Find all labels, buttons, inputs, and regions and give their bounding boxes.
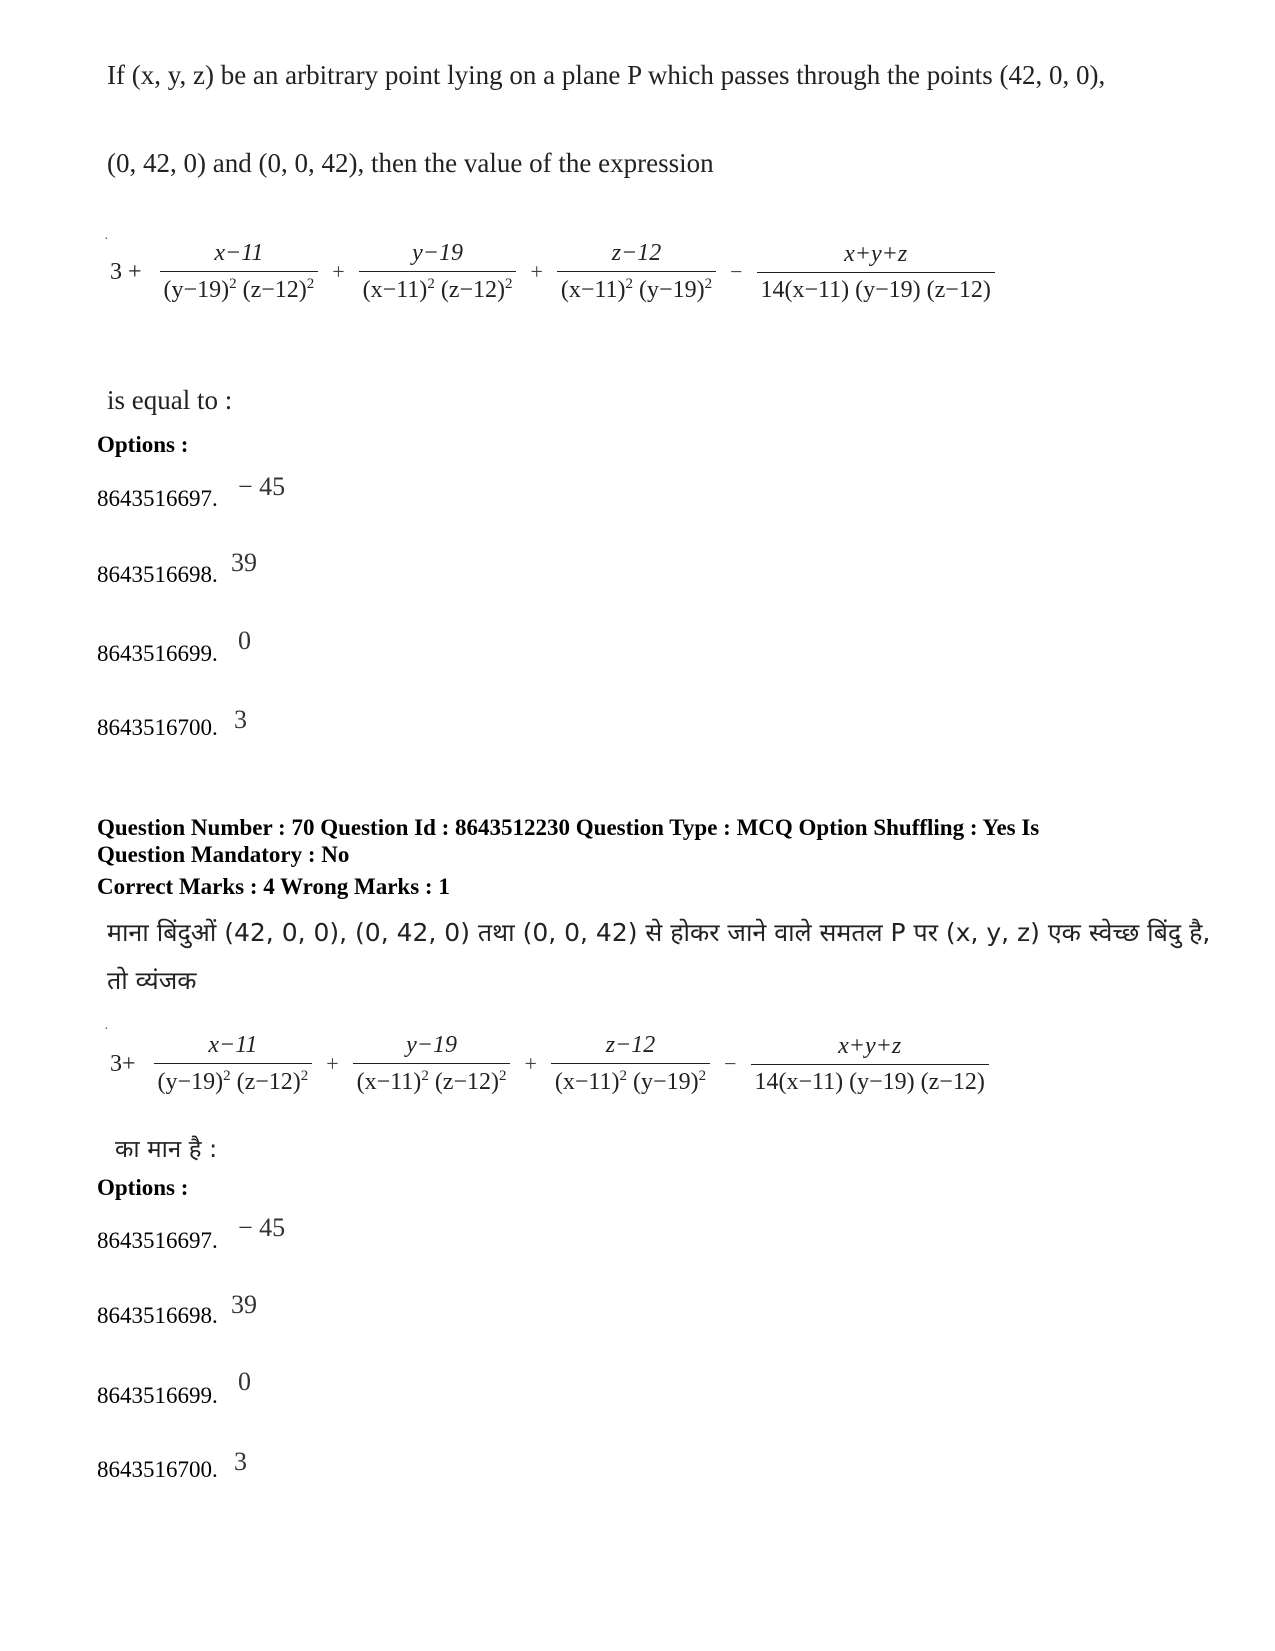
option-id: 8643516700.: [97, 1457, 218, 1482]
plus-sign: +: [326, 1051, 339, 1076]
fraction-4-denominator: 14(x−11) (y−19) (z−12): [757, 272, 995, 304]
question-meta-line-2: Question Mandatory : No: [97, 842, 350, 867]
plus-sign: +: [530, 259, 543, 284]
fraction-4-numerator: x+y+z: [844, 240, 908, 267]
fraction-3-denominator: $(x-11)^2$ $(y-19)^2$: [551, 1063, 710, 1096]
plus-sign: +: [524, 1051, 537, 1076]
fraction-3-numerator: z−12: [611, 240, 662, 266]
fraction-2-numerator: y−19: [412, 240, 463, 266]
fraction-4: [751, 1033, 989, 1096]
hindi-question-ending: का मान है :: [115, 1135, 218, 1163]
minus-sign: −: [724, 1051, 737, 1076]
fraction-3: [557, 240, 716, 304]
option-id: 8643516699.: [97, 1383, 218, 1408]
question-meta-line-1: Question Number : 70 Question Id : 8643512230 Question Type : MCQ Option Shuffling : Yes Is: [97, 815, 1040, 840]
hindi-question-text-line-2: तो व्यंजक: [107, 966, 197, 995]
option-value: 39: [231, 1290, 257, 1319]
bullet-dot: ·: [104, 1022, 109, 1037]
fraction-1-numerator: x−11: [208, 1032, 258, 1058]
option-id: 8643516697.: [97, 486, 218, 511]
fraction-4: [757, 241, 995, 304]
fraction-2-denominator: $(x-11)^2$ $(z-12)^2$: [359, 271, 517, 304]
expression-lead: 3+: [110, 1050, 136, 1077]
option-value: − 45: [238, 1213, 286, 1242]
fraction-1-denominator: $(y-19)^2$ $(z-12)^2$: [160, 271, 319, 304]
question-ending: is equal to :: [107, 385, 233, 415]
option-id: 8643516697.: [97, 1228, 218, 1253]
option-id: 8643516698.: [97, 562, 218, 587]
fraction-2: [353, 1032, 511, 1096]
fraction-1: [160, 240, 319, 304]
option-value: 0: [238, 626, 251, 655]
expression: [110, 240, 1003, 304]
options-label: Options :: [97, 432, 189, 457]
fraction-2-denominator: $(x-11)^2$ $(z-12)^2$: [353, 1063, 511, 1096]
expression-lead: 3 +: [110, 258, 142, 285]
minus-sign: −: [730, 259, 743, 284]
bullet-dot: ·: [104, 232, 109, 247]
fraction-1-denominator: $(y-19)^2$ $(z-12)^2$: [154, 1063, 313, 1096]
question-marks: Correct Marks : 4 Wrong Marks : 1: [97, 874, 450, 899]
option-id: 8643516698.: [97, 1303, 218, 1328]
hindi-question-text-line-1: माना बिंदुओं (42, 0, 0), (0, 42, 0) तथा (0, 0, 42) से होकर जाने वाले समतल P पर (x, y, z) एक स्वेच्छ बिंदु है,: [107, 918, 1211, 947]
option-value: 3: [234, 705, 247, 734]
fraction-3: [551, 1032, 710, 1096]
question-text-line-2: (0, 42, 0) and (0, 0, 42), then the value of the expression: [107, 148, 714, 178]
fraction-2: [359, 240, 517, 304]
fraction-1: [154, 1032, 313, 1096]
options-label: Options :: [97, 1175, 189, 1200]
option-id: 8643516699.: [97, 641, 218, 666]
option-id: 8643516700.: [97, 715, 218, 740]
fraction-2-numerator: y−19: [406, 1032, 457, 1058]
fraction-3-numerator: z−12: [605, 1032, 656, 1058]
question-text-line-1: If (x, y, z) be an arbitrary point lying on a plane P which passes through the points (42, 0, 0),: [107, 60, 1106, 90]
option-value: 3: [234, 1447, 247, 1476]
fraction-4-numerator: x+y+z: [838, 1032, 902, 1059]
fraction-3-denominator: $(x-11)^2$ $(y-19)^2$: [557, 271, 716, 304]
option-value: 39: [231, 548, 257, 577]
expression: [110, 1032, 997, 1096]
option-value: − 45: [238, 472, 286, 501]
plus-sign: +: [332, 259, 345, 284]
fraction-1-numerator: x−11: [214, 240, 264, 266]
fraction-4-denominator: 14(x−11) (y−19) (z−12): [751, 1064, 989, 1096]
option-value: 0: [238, 1367, 251, 1396]
